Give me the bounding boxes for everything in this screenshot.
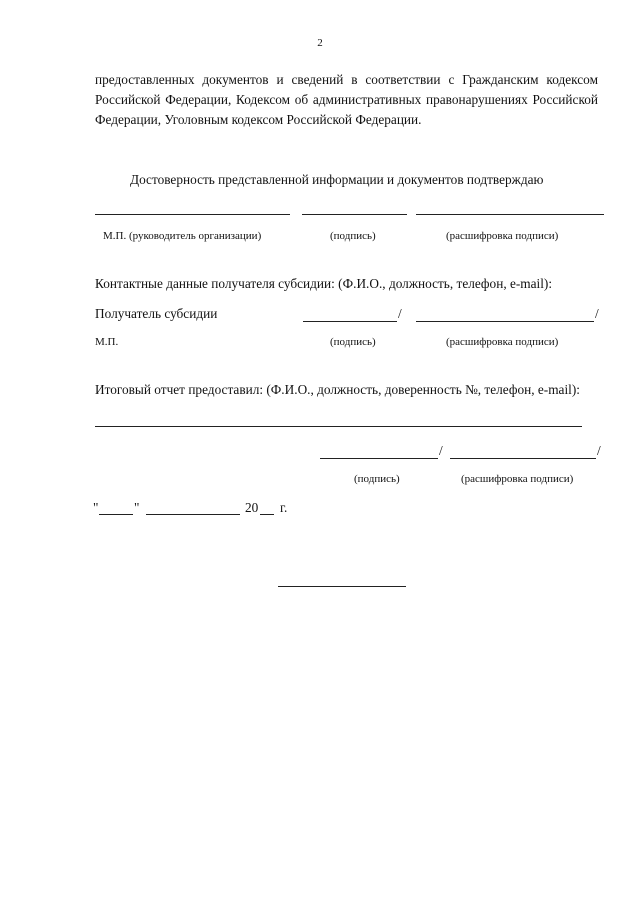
page-number: 2 bbox=[317, 37, 323, 49]
report-info-line bbox=[95, 426, 582, 427]
stamp-head-label: М.П. (руководитель организации) bbox=[103, 230, 262, 242]
signature-label: (подпись) bbox=[330, 230, 376, 242]
recipient-label: Получатель субсидии bbox=[95, 306, 218, 321]
year-line bbox=[260, 514, 274, 515]
signature-label: (подпись) bbox=[330, 336, 376, 348]
day-line bbox=[99, 514, 133, 515]
head-signature-line bbox=[95, 214, 290, 215]
report-label: Итоговый отчет предоставил: (Ф.И.О., должность, доверенность №, телефон, e-mail): bbox=[95, 382, 580, 397]
separator-slash: / bbox=[439, 443, 443, 458]
year-prefix: 20 bbox=[245, 500, 259, 515]
separator-slash: / bbox=[595, 306, 599, 321]
intro-paragraph: предоставленных документов и сведений в соответствии с Гражданским кодексом Российской Федерации, Кодексом об административных правонарушениях Российской Федерации, Уголовным кодексом Российской Федерации. bbox=[95, 72, 598, 127]
separator-slash: / bbox=[597, 443, 601, 458]
signature-line bbox=[302, 214, 407, 215]
decoding-label: (расшифровка подписи) bbox=[446, 230, 559, 242]
recipient-signature-line bbox=[303, 321, 397, 322]
decoding-line bbox=[416, 214, 604, 215]
reporter-decoding-line bbox=[450, 458, 596, 459]
decoding-label: (расшифровка подписи) bbox=[446, 336, 559, 348]
stamp-label: М.П. bbox=[95, 336, 119, 348]
separator-slash: / bbox=[398, 306, 402, 321]
signature-label: (подпись) bbox=[354, 473, 400, 485]
recipient-decoding-line bbox=[416, 321, 594, 322]
contact-label: Контактные данные получателя субсидии: (Ф.И.О., должность, телефон, e-mail): bbox=[95, 276, 553, 291]
reporter-signature-line bbox=[320, 458, 438, 459]
decoding-label: (расшифровка подписи) bbox=[461, 473, 574, 485]
month-line bbox=[146, 514, 240, 515]
date-quote-open: " bbox=[93, 500, 99, 515]
year-suffix: г. bbox=[280, 500, 288, 515]
date-quote-close: " bbox=[134, 500, 140, 515]
end-separator-line bbox=[278, 586, 406, 587]
confirmation-text: Достоверность представленной информации и документов подтверждаю bbox=[130, 172, 544, 187]
